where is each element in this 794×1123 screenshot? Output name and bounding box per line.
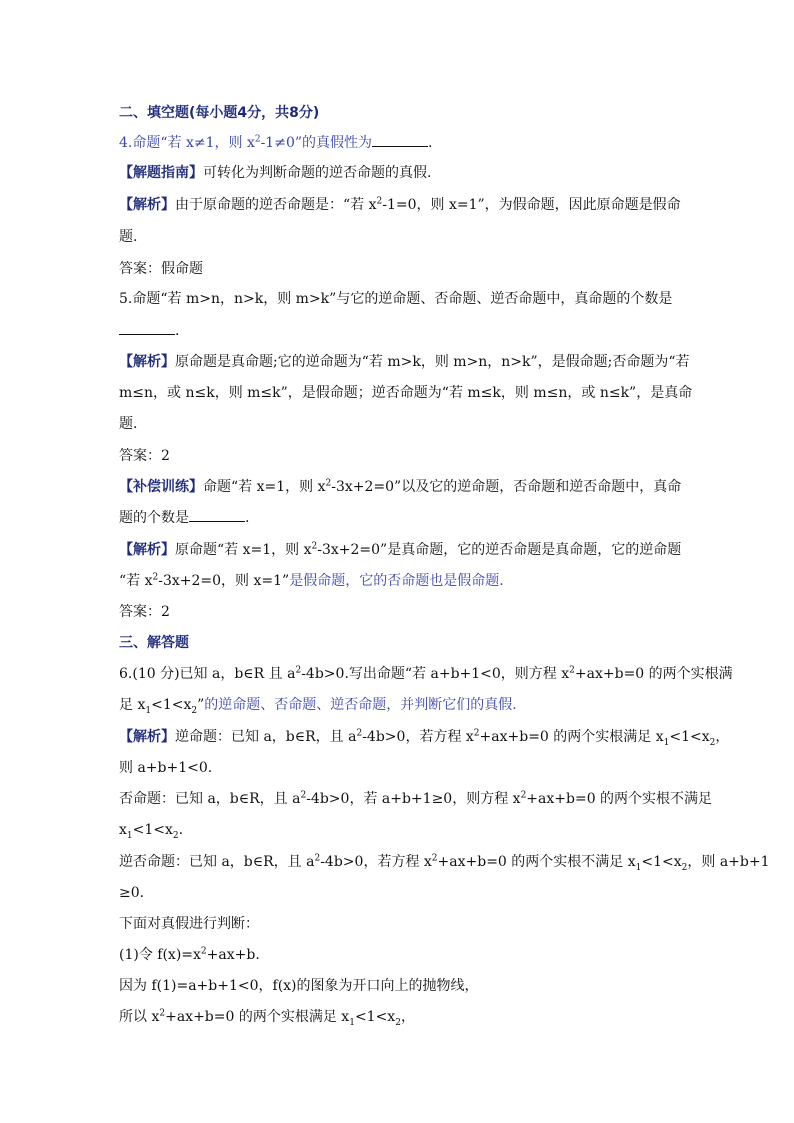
q6-contrapositive-line2: ≥0. (119, 885, 145, 901)
q6-contrapositive-line1 (119, 853, 770, 873)
analysis-text: 原命题“若 x=1，则 x (175, 542, 312, 558)
analysis-sup: 2 (356, 728, 363, 739)
contrapositive-text: -4b>0，若方程 x (320, 854, 432, 870)
q6-text: -4b>0.写出命题“若 a+b+1<0，则方程 x (301, 666, 570, 682)
q6-inverse-line2 (119, 821, 679, 839)
q6-step1 (119, 946, 679, 964)
step-text: ， (400, 1009, 415, 1025)
drill-line2 (119, 509, 679, 527)
step-sub: 2 (395, 1017, 401, 1028)
q6-text: 6.(10 分)已知 a，b∈R 且 a (119, 666, 296, 682)
drill-text: -3x+2=0”以及它的逆命题，否命题和逆否命题中，真命 (331, 479, 682, 495)
q5-end: . (175, 323, 180, 339)
inverse-text: +ax+b=0 的两个实根不满足 (526, 791, 713, 807)
step-sub: 1 (349, 1017, 355, 1028)
analysis-text: +ax+b=0 的两个实根满足 x (479, 729, 664, 745)
q6-sup: 2 (295, 665, 302, 676)
q6-text: <1<x (151, 697, 192, 713)
q4-answer: 答案：假命题 (119, 261, 203, 277)
q6-text: 足 x (119, 697, 146, 713)
q6-step3 (119, 1008, 679, 1026)
q6-converse-line2: 则 a+b+1<0. (119, 760, 213, 776)
q4-sup: 2 (254, 134, 261, 145)
q4-analysis-line2: 题. (119, 229, 138, 245)
step-sup: 2 (200, 946, 207, 957)
drill-line1 (119, 478, 682, 496)
analysis-sub: 1 (663, 737, 670, 748)
q6-sup: 2 (569, 665, 575, 676)
analysis-sub: 2 (709, 737, 716, 748)
q5-analysis-line1 (119, 353, 690, 371)
inverse-text: . (178, 822, 184, 838)
analysis-text: -3x+2=0，则 x=1” (158, 573, 290, 589)
analysis-sup: 2 (152, 572, 159, 583)
q6-text: +ax+b=0 的两个实根满 (574, 666, 733, 682)
analysis-text-blue: 是假命题，它的否命题也是假命题. (289, 573, 504, 589)
analysis-text: 逆命题：已知 a，b∈R，且 a (175, 729, 357, 745)
q4-tip (119, 164, 679, 182)
analysis-text: <1<x (669, 729, 710, 745)
inverse-text: 否命题：已知 a，b∈R，且 a (119, 791, 301, 807)
q4-rest: -1≠0”的真假性为 (260, 135, 373, 151)
analysis-text: -1=0，则 x=1”，为假命题，因此原命题是假命 (382, 197, 681, 213)
question-6-line1 (119, 665, 733, 683)
question-5-line1: 5.命题“若 m>n，n>k，则 m>k”与它的逆命题、否命题、逆否命题中，真命题的个数是 (119, 291, 673, 307)
step-text: <1<x (354, 1009, 396, 1025)
q6-inverse-line1 (119, 790, 713, 808)
contrapositive-sub: 1 (635, 862, 642, 873)
inverse-text: -4b>0，若 a+b+1≥0，则方程 x (306, 791, 521, 807)
answer-blank (372, 134, 428, 147)
q4-analysis-line1 (119, 196, 679, 214)
q6-text-blue: 的逆命题、否命题、逆否命题，并判断它们的真假. (204, 697, 517, 713)
contrapositive-sub: 2 (681, 862, 688, 873)
tip-tag: 【解题指南】 (119, 165, 203, 181)
drill-analysis-line2 (119, 572, 679, 590)
q6-converse-line1 (119, 728, 730, 748)
inverse-text: x (119, 822, 127, 838)
drill-tag: 【补偿训练】 (119, 479, 203, 495)
analysis-text: ， (715, 729, 730, 745)
inverse-sub: 1 (126, 830, 133, 841)
step-text: +ax+b=0 的两个实根满足 x (165, 1009, 350, 1025)
analysis-sup: 2 (376, 196, 383, 207)
tip-text: 可转化为判断命题的逆否命题的真假. (203, 165, 432, 181)
inverse-sub: 2 (172, 830, 179, 841)
q6-judge-heading: 下面对真假进行判断： (119, 916, 259, 932)
step-text: +ax+b. (206, 947, 260, 963)
drill-analysis-line1 (119, 541, 682, 559)
section-heading-solve: 三、解答题 (119, 635, 189, 651)
analysis-text: “若 x (119, 573, 153, 589)
analysis-text: -4b>0，若方程 x (362, 729, 474, 745)
step-sup: 2 (159, 1008, 166, 1019)
inverse-text: <1<x (132, 822, 173, 838)
contrapositive-text: <1<x (641, 854, 682, 870)
q6-sub: 2 (191, 705, 198, 716)
analysis-tag: 【解析】 (119, 542, 175, 558)
analysis-tag: 【解析】 (119, 354, 175, 370)
step-text: 所以 x (119, 1009, 160, 1025)
analysis-sup: 2 (473, 728, 480, 739)
q4-lead: 4.命题“若 x≠1，则 x (119, 135, 255, 151)
q4-end: . (428, 135, 433, 151)
analysis-sup: 2 (311, 541, 318, 552)
drill-answer: 答案：2 (119, 604, 170, 620)
drill-end: . (245, 510, 250, 526)
question-5-line2 (119, 322, 679, 340)
q6-text: ” (197, 697, 205, 713)
analysis-text: 原命题是真命题;它的逆命题为“若 m>k，则 m>n，n>k”，是假命题;否命题为“若 (175, 354, 690, 370)
analysis-tag: 【解析】 (119, 729, 175, 745)
question-6-line2 (119, 696, 679, 714)
analysis-text: -3x+2=0”是真命题，它的逆否命题是真命题，它的逆命题 (317, 542, 682, 558)
analysis-text: 由于原命题的逆否命题是：“若 x (175, 197, 377, 213)
drill-text: 命题“若 x=1，则 x (203, 479, 326, 495)
analysis-tag: 【解析】 (119, 197, 175, 213)
answer-blank (119, 322, 175, 335)
answer-blank (189, 509, 245, 522)
q6-sub: 1 (145, 705, 152, 716)
q5-analysis-line2: m≤n，或 n≤k，则 m≤k”，是假命题；逆否命题为“若 m≤k，则 m≤n，或 n≤k”，是真命 (119, 385, 693, 401)
drill-text: 题的个数是 (119, 510, 189, 526)
contrapositive-text: 逆否命题：已知 a，b∈R，且 a (119, 854, 315, 870)
contrapositive-sup: 2 (431, 853, 438, 864)
q6-step2: 因为 f(1)=a+b+1<0，f(x)的图象为开口向上的抛物线， (119, 978, 479, 994)
contrapositive-sup: 2 (314, 853, 321, 864)
inverse-sup: 2 (520, 790, 527, 801)
contrapositive-text: +ax+b=0 的两个实根不满足 x (437, 854, 636, 870)
q5-answer: 答案：2 (119, 448, 170, 464)
q5-analysis-line3: 题. (119, 416, 138, 432)
inverse-sup: 2 (300, 790, 307, 801)
section-heading-fill-in: 二、填空题(每小题4分，共8分) (119, 105, 320, 121)
drill-sup: 2 (325, 478, 332, 489)
question-4 (119, 134, 679, 152)
contrapositive-text: ，则 a+b+1 (687, 854, 770, 870)
step-text: (1)令 f(x)=x (119, 947, 201, 963)
